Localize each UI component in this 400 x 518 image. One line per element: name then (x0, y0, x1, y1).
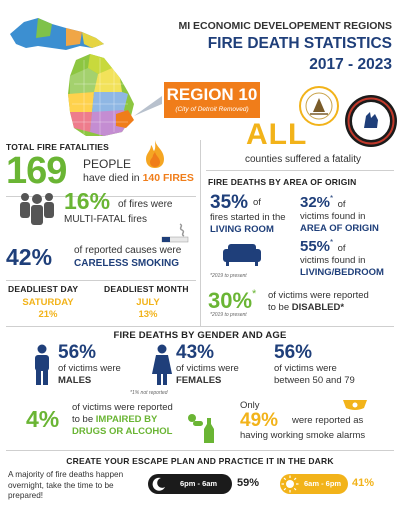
night-label: 6pm - 6am (180, 479, 218, 488)
escape-text: A majority of fire deaths happen overnight, take the time to be prepared! (8, 470, 124, 501)
gender-male-text-2: MALES (58, 375, 92, 386)
smoking-text-2: CARELESS SMOKING (74, 258, 180, 269)
origin-living-text-2: fires started in the (210, 212, 286, 223)
night-pct: 59% (237, 477, 260, 489)
origin-note-2: *2019 to present (210, 312, 247, 318)
disabled-text-1: of victims were reported (268, 290, 369, 301)
fire-icon (142, 138, 168, 170)
origin-title: FIRE DEATHS BY AREA OF ORIGIN (208, 177, 357, 187)
origin-living-pct: 35% (210, 192, 249, 213)
header-line-2: FIRE DEATH STATISTICS (207, 35, 392, 52)
header-line-3: 2017 - 2023 (309, 56, 392, 73)
deadliest-month-value: JULY (136, 297, 160, 308)
impaired-text-4: DRUGS OR ALCOHOL (72, 426, 173, 437)
origin-living-text-1: of (253, 197, 261, 208)
origin-area-pct: 32% (300, 194, 331, 211)
origin-bed-pct: 55% (300, 238, 331, 255)
origin-area-text-2: victims found in (300, 211, 366, 222)
people-group-icon (16, 190, 58, 226)
origin-bed-text-1: of (337, 243, 346, 254)
fire-marshal-logo (344, 94, 398, 148)
total-fires-count: 140 (142, 172, 161, 184)
all-text: counties suffered a fatality (245, 154, 361, 165)
day-label: 6am - 6pm (304, 479, 342, 488)
origin-living-text-3: LIVING ROOM (210, 224, 274, 235)
alarms-text-2: having working smoke alarms (240, 430, 366, 441)
alarms-only: Only (240, 400, 260, 411)
gender-female-pct: 43% (176, 342, 215, 363)
impaired-text-3: IMPAIRED BY (95, 414, 158, 425)
female-icon (150, 344, 174, 386)
total-died-text: have died in (83, 172, 140, 184)
bottle-icon (202, 418, 216, 444)
region-title: REGION 10 (166, 85, 258, 104)
michigan-map-icon (4, 4, 164, 144)
origin-area-text-1: of (337, 199, 346, 210)
smoke-alarm-icon (340, 396, 370, 414)
deadliest-day-value: SATURDAY (22, 297, 74, 308)
sofa-icon (222, 240, 262, 268)
disabled-pct: 30% (208, 288, 253, 313)
gender-age-text-1: of victims were (274, 363, 337, 374)
origin-bed-text-2: victims found in (300, 255, 366, 266)
gender-female-text-1: of victims were (176, 363, 239, 374)
origin-bed-text-3: LIVING/BEDROOM (300, 267, 384, 278)
sun-icon (280, 474, 300, 494)
escape-title: CREATE YOUR ESCAPE PLAN AND PRACTICE IT IN THE DARK (66, 456, 334, 466)
gender-age-pct: 56% (274, 342, 313, 363)
deadliest-month-pct: 13% (138, 309, 158, 320)
alarms-pct: 49% (240, 410, 279, 431)
total-fires-word: FIRES (163, 172, 194, 184)
moon-icon (150, 475, 168, 493)
impaired-text-2: to be (72, 414, 94, 425)
total-people: PEOPLE (83, 157, 132, 171)
region-subtitle: (City of Detroit Removed) (175, 106, 249, 113)
gender-male-pct: 56% (58, 342, 97, 363)
disabled-text-3: DISABLED* (291, 302, 345, 313)
gender-note: *1% not reported (130, 390, 168, 396)
smoking-text-1: of reported causes were (74, 245, 182, 256)
day-pct: 41% (352, 477, 375, 489)
multi-fatal-text-1: of fires were (118, 199, 173, 210)
smoking-pct: 42% (6, 244, 53, 270)
impaired-pct: 4% (26, 406, 60, 432)
deadliest-month-title: DEADLIEST MONTH (104, 284, 189, 294)
gender-age-text-2: between 50 and 79 (274, 375, 355, 386)
cigarette-icon (160, 220, 196, 244)
all-big: ALL (246, 118, 308, 151)
header-line-1: MI ECONOMIC DEVELOPEMENT REGIONS (178, 20, 392, 32)
origin-area-text-3: AREA OF ORIGIN (300, 223, 379, 234)
total-title: TOTAL FIRE FATALITIES (6, 142, 110, 152)
total-number: 169 (6, 150, 67, 192)
deadliest-day-title: DEADLIEST DAY (8, 284, 79, 294)
origin-note-1: *2019 to present (210, 273, 247, 279)
gender-female-text-2: FEMALES (176, 375, 222, 386)
region-box (164, 82, 260, 118)
disabled-star: * (252, 288, 257, 300)
impaired-text-1: of victims were reported (72, 402, 173, 413)
male-icon (30, 344, 54, 386)
gender-male-text-1: of victims were (58, 363, 121, 374)
multi-fatal-pct: 16% (64, 188, 111, 214)
multi-fatal-text-2: MULTI-FATAL fires (64, 214, 147, 225)
gender-title: FIRE DEATHS BY GENDER AND AGE (113, 330, 287, 341)
deadliest-day-pct: 21% (38, 309, 58, 320)
alarms-text-1: were reported as (292, 415, 364, 426)
disabled-text-2: to be (268, 302, 290, 313)
